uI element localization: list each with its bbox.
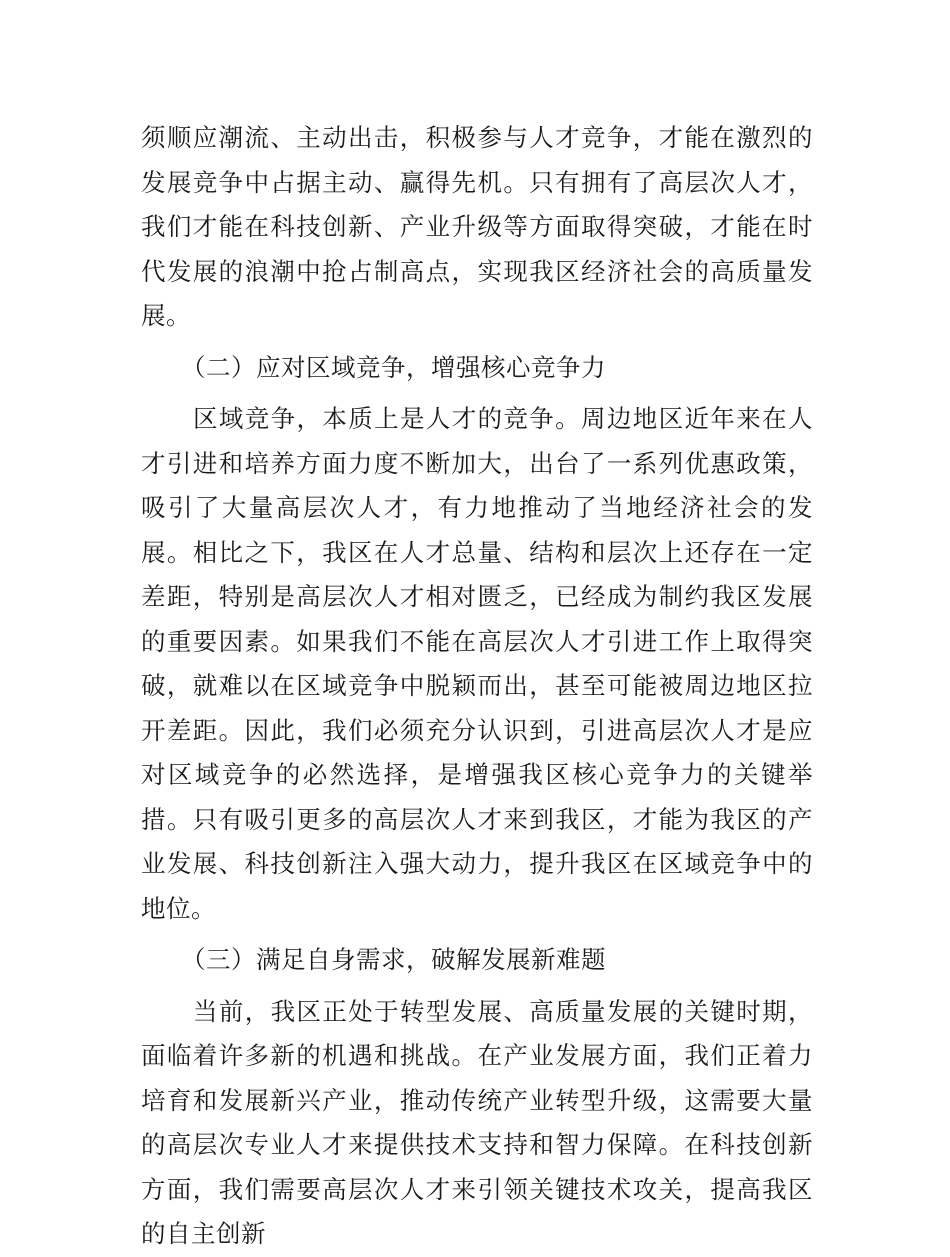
section-heading-2: （二）应对区域竞争，增强核心竞争力 (181, 352, 606, 382)
paragraph-continuation: 须顺应潮流、主动出击，积极参与人才竞争，才能在激烈的发展竞争中占据主动、赢得先机。只有拥有了高层次人才，我们才能在科技创新、产业升级等方面取得突破，才能在时代发展的浪潮中抢占制高点，实现我区经济社会的高质量发展。 (141, 123, 813, 330)
paragraph-own-needs: 当前，我区正处于转型发展、高质量发展的关键时期，面临着许多新的机遇和挑战。在产业发展方面，我们正着力培育和发展新兴产业，推动传统产业转型升级，这需要大量的高层次专业人才来提供技术支持和智力保障。在科技创新方面，我们需要高层次人才来引领关键技术攻关，提高我区的自主创新 (141, 996, 813, 1248)
document-body (141, 116, 813, 1257)
paragraph-regional-competition: 区域竞争，本质上是人才的竞争。周边地区近年来在人才引进和培养方面力度不断加大，出台了一系列优惠政策，吸引了大量高层次人才，有力地推动了当地经济社会的发展。相比之下，我区在人才总量、结构和层次上还存在一定差距，特别是高层次人才相对匮乏，已经成为制约我区发展的重要因素。如果我们不能在高层次人才引进工作上取得突破，就难以在区域竞争中脱颖而出，甚至可能被周边地区拉开差距。因此，我们必须充分认识到，引进高层次人才是应对区域竞争的必然选择，是增强我区核心竞争力的关键举措。只有吸引更多的高层次人才来到我区，才能为我区的产业发展、科技创新注入强大动力，提升我区在区域竞争中的地位。 (141, 404, 813, 923)
section-heading-3: （三）满足自身需求，破解发展新难题 (181, 945, 606, 974)
